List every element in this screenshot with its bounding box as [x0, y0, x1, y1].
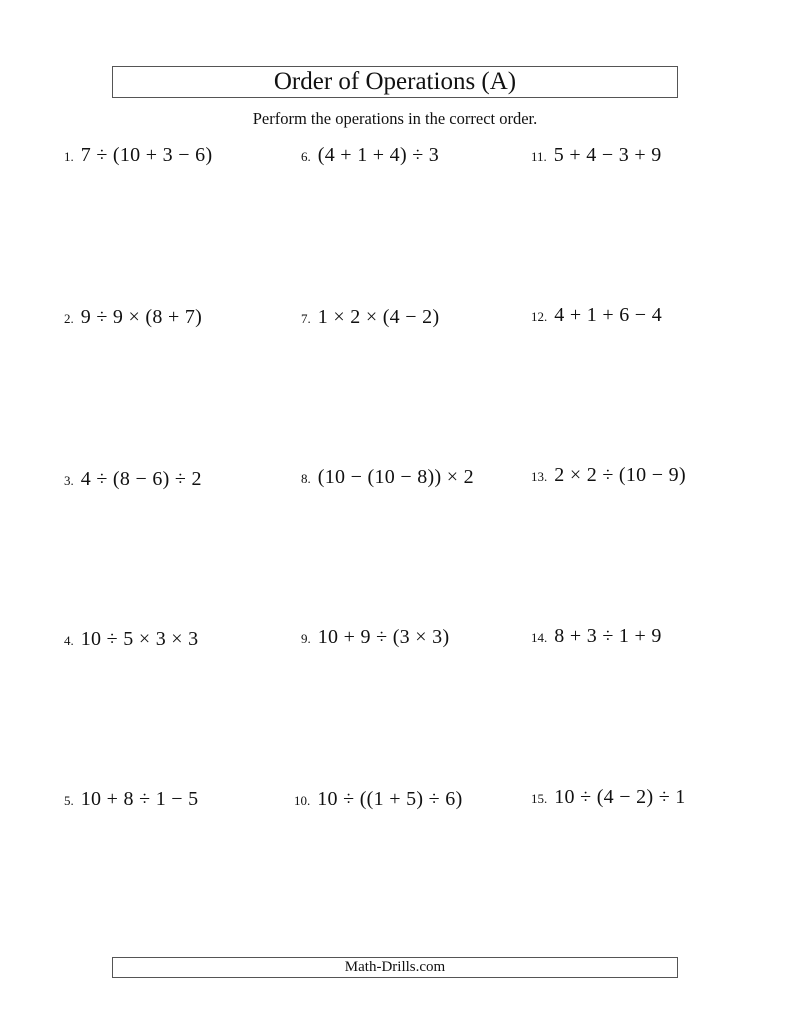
problem-9 [301, 626, 449, 649]
problem-expression: (10 − (10 − 8)) × 2 [317, 466, 474, 488]
problem-expression: 9 ÷ 9 × (8 + 7) [80, 306, 203, 328]
problem-14 [531, 625, 662, 648]
problem-6 [301, 144, 439, 167]
problem-11 [531, 144, 662, 167]
problem-number: 4. [64, 633, 74, 648]
problem-12 [531, 304, 662, 327]
problem-number: 15. [531, 791, 548, 806]
problem-4 [64, 628, 199, 651]
problem-number: 14. [531, 630, 548, 645]
problem-13 [531, 464, 686, 487]
problem-expression: 10 ÷ (4 − 2) ÷ 1 [554, 786, 686, 808]
problem-expression: 2 × 2 ÷ (10 − 9) [554, 464, 686, 486]
problem-number: 2. [64, 311, 74, 326]
problem-15 [531, 786, 686, 809]
problem-8 [301, 466, 474, 489]
problem-expression: 10 + 9 ÷ (3 × 3) [317, 626, 450, 648]
problem-expression: 5 + 4 − 3 + 9 [553, 144, 662, 166]
problem-number: 11. [531, 149, 547, 164]
problem-number: 7. [301, 311, 311, 326]
problem-number: 3. [64, 473, 74, 488]
problem-5 [64, 788, 199, 811]
footer-box [112, 957, 678, 978]
problem-expression: (4 + 1 + 4) ÷ 3 [317, 144, 440, 166]
worksheet-title: Order of Operations (A) [273, 68, 517, 95]
problem-expression: 7 ÷ (10 + 3 − 6) [80, 144, 213, 166]
problem-expression: 4 ÷ (8 − 6) ÷ 2 [80, 468, 202, 490]
problem-expression: 8 + 3 ÷ 1 + 9 [554, 625, 662, 647]
problem-expression: 1 × 2 × (4 − 2) [317, 306, 440, 328]
worksheet-title-box [112, 66, 678, 98]
problem-expression: 10 ÷ ((1 + 5) ÷ 6) [317, 788, 463, 810]
problem-2 [64, 306, 202, 329]
problem-number: 13. [531, 469, 548, 484]
problem-3 [64, 468, 202, 491]
problem-1 [64, 144, 212, 167]
problem-number: 5. [64, 793, 74, 808]
problem-number: 9. [301, 631, 311, 646]
problem-expression: 10 + 8 ÷ 1 − 5 [80, 788, 199, 810]
problem-10 [294, 788, 463, 811]
problem-expression: 4 + 1 + 6 − 4 [554, 304, 662, 326]
problem-number: 6. [301, 149, 311, 164]
problem-number: 8. [301, 471, 311, 486]
instructions: Perform the operations in the correct order. [252, 109, 538, 128]
problem-expression: 10 ÷ 5 × 3 × 3 [80, 628, 199, 650]
problem-number: 1. [64, 149, 74, 164]
problem-number: 10. [294, 793, 311, 808]
problem-7 [301, 306, 439, 329]
footer-text: Math-Drills.com [344, 959, 446, 975]
problem-number: 12. [531, 309, 548, 324]
